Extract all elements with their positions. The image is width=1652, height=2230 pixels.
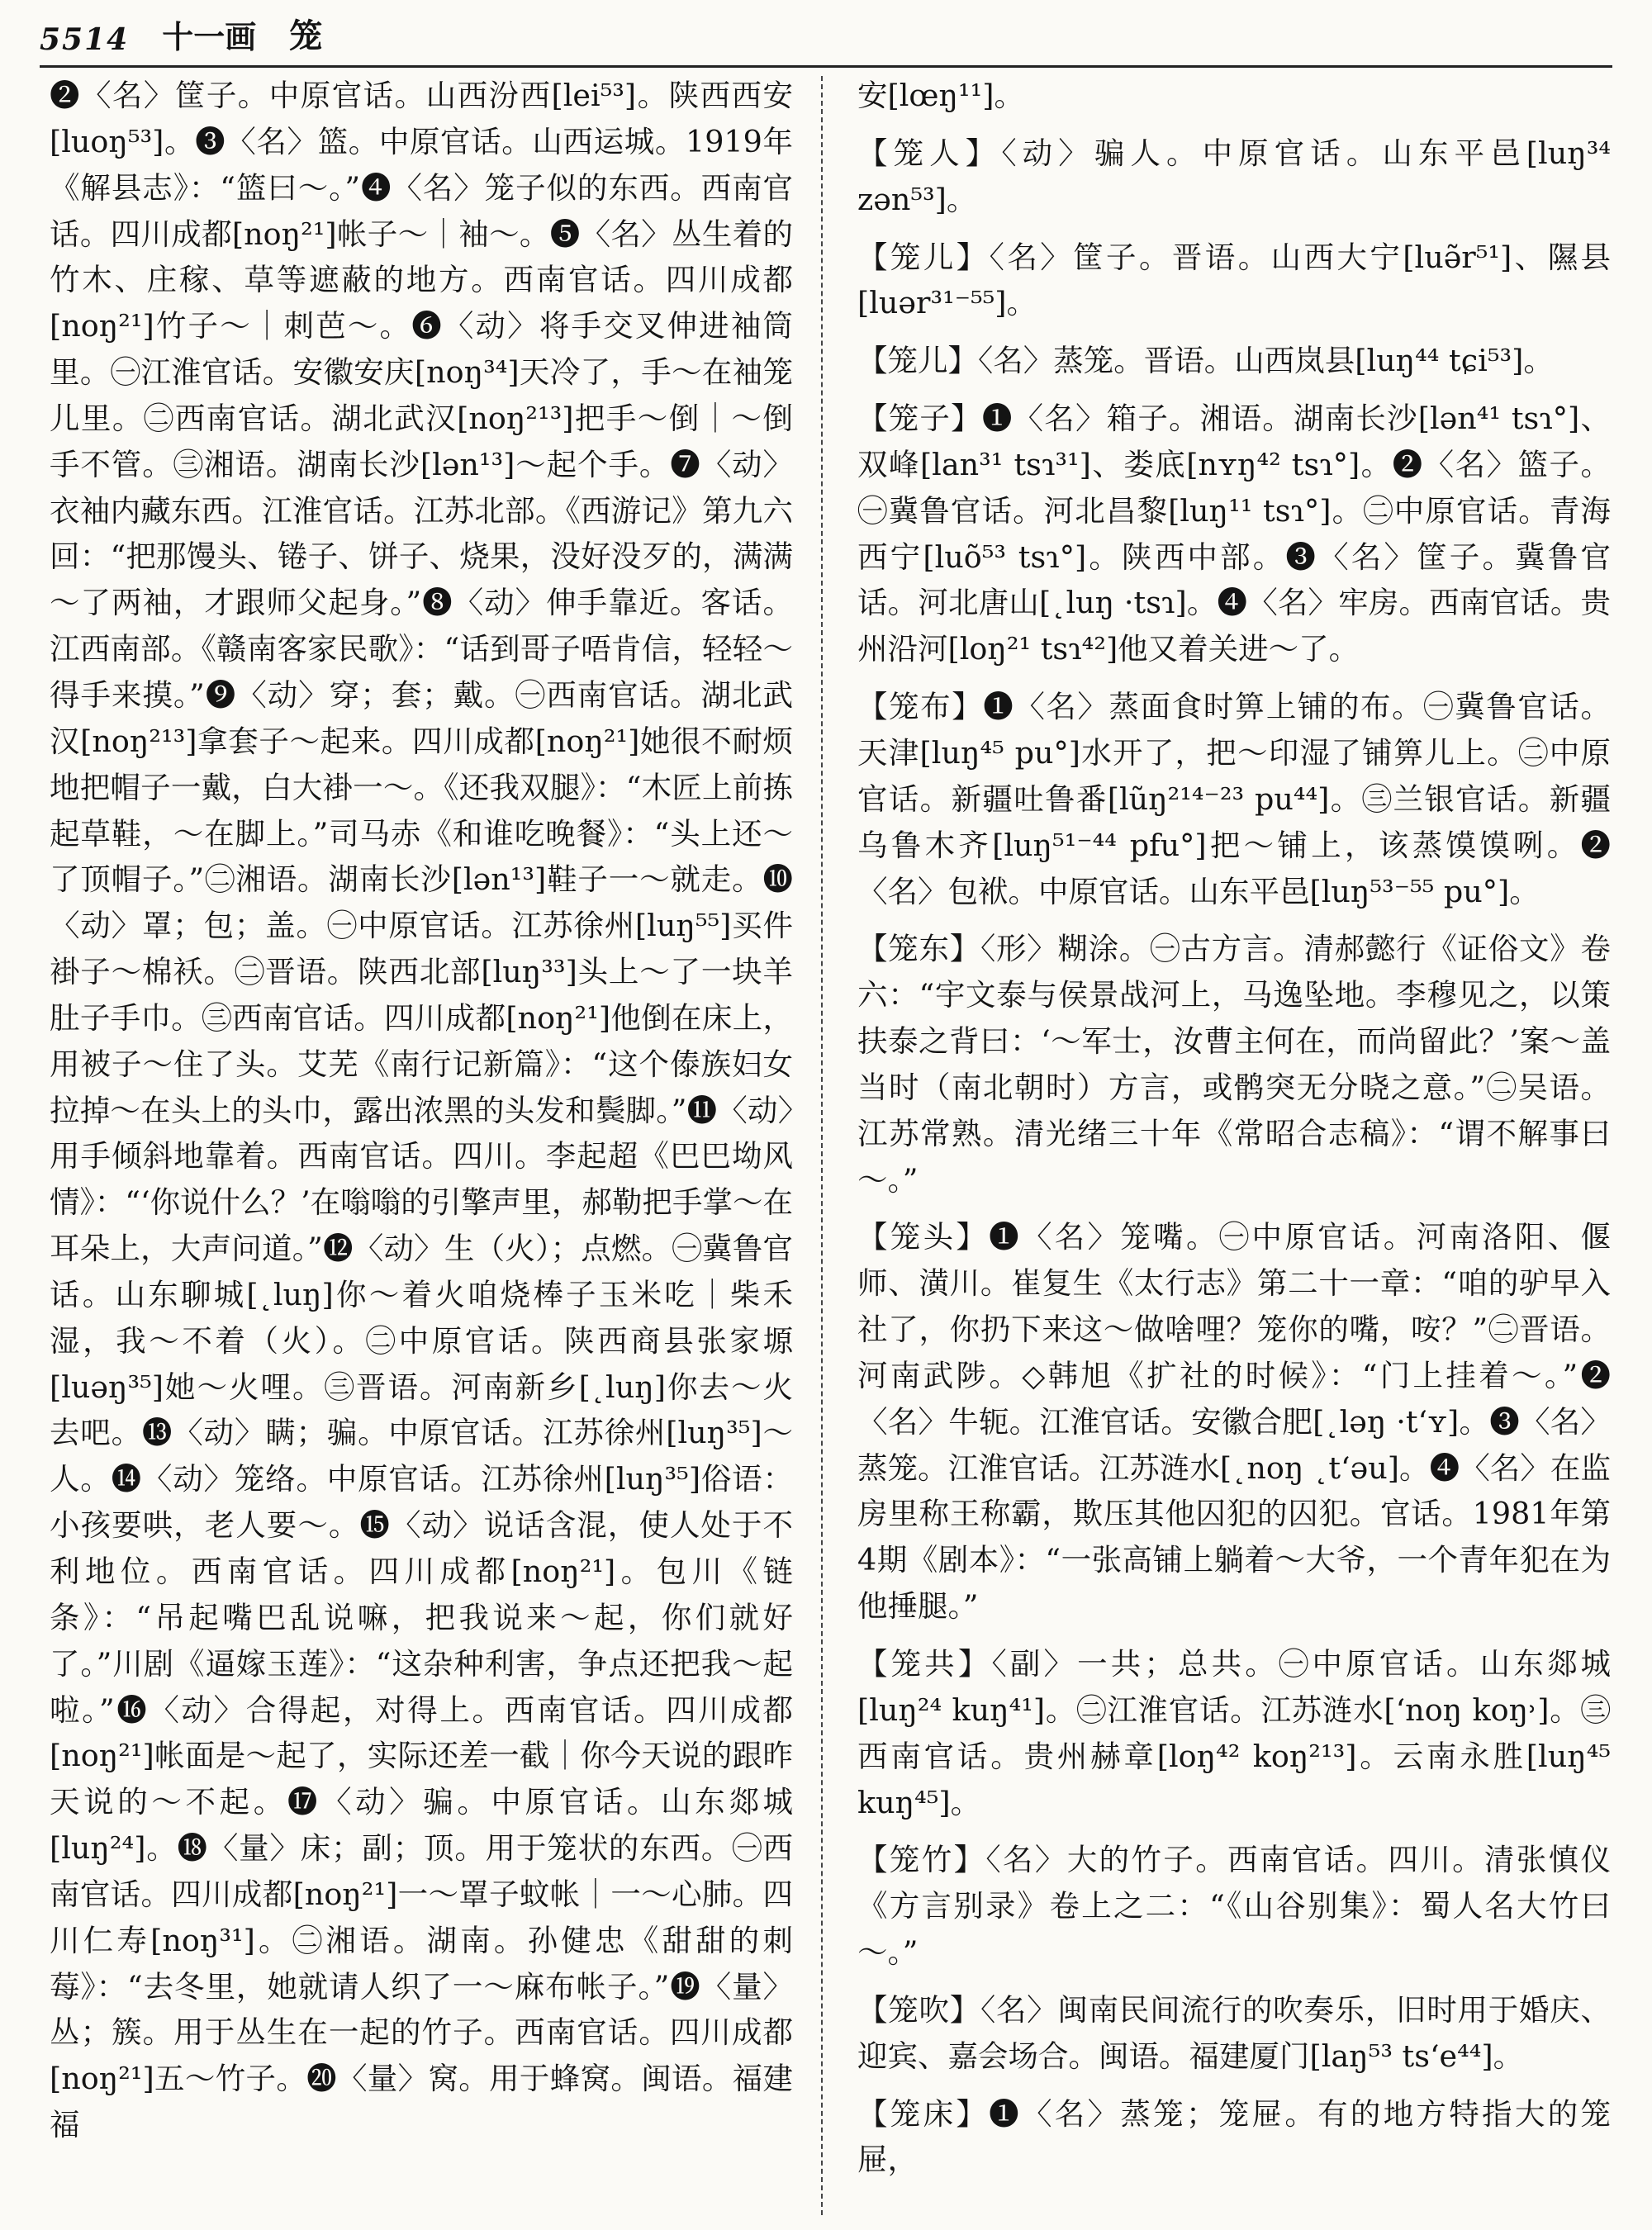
entry-long-ren: 【笼人】〈动〉骗人。中原官话。山东平邑[luŋ³⁴ zən⁵³]。 (857, 135, 1611, 217)
page-header (40, 10, 1612, 68)
entry-long-zi: 【笼子】❶〈名〉箱子。湘语。湖南长沙[lən⁴¹ tsɿ°]、双峰[lan³¹ tsɿ³¹]、娄底[nʏŋ⁴² tsɿ°]。❷〈名〉篮子。㊀冀鲁官话。河北昌黎[luŋ¹¹ tsɿ°]。㊁中原官话。青海西宁[luõ⁵³ tsɿ°]。陕西中部。❸〈名〉筐子。冀鲁官话。河北唐山[˛luŋ ·tsɿ]。❹〈名〉牢房。西南官话。贵州沿河[loŋ²¹ tsɿ⁴²]他又着关进～了。 (857, 401, 1611, 667)
entry-long-chuang: 【笼床】❶〈名〉蒸笼；笼屉。有的地方特指大的笼屉， (857, 2095, 1611, 2178)
entry-continuation: ❷〈名〉筐子。中原官话。山西汾西[lei⁵³]。陕西西安[luoŋ⁵³]。❸〈名〉篮。中原官话。山西运城。1919年《解县志》：“篮曰～。”❹〈名〉笼子似的东西。西南官话。四川成都[noŋ²¹]帐子～｜袖～。❺〈名〉丛生着的竹木、庄稼、草等遮蔽的地方。西南官话。四川成都[noŋ²¹]竹子～｜刺芭～。❻〈动〉将手交叉伸进袖筒里。㊀江淮官话。安徽安庆[noŋ³⁴]天冷了，手～在袖笼儿里。㊁西南官话。湖北武汉[noŋ²¹³]把手～倒｜～倒手不管。㊂湘语。湖南长沙[lən¹³]～起个手。❼〈动〉衣袖内藏东西。江淮官话。江苏北部。《西游记》第九六回：“把那馒头、锩子、饼子、烧果，没好没歹的，满满～了两袖，才跟师父起身。”❽〈动〉伸手靠近。客话。江西南部。《赣南客家民歌》：“话到哥子唔肯信，轻轻～得手来摸。”❾〈动〉穿；套；戴。㊀西南官话。湖北武汉[noŋ²¹³]拿套子～起来。四川成都[noŋ²¹]她很不耐烦地把帽子一戴，白大褂一～。《还我双腿》：“木匠上前拣起草鞋，～在脚上。”司马赤《和谁吃晚餐》：“头上还～了顶帽子。”㊁湘语。湖南长沙[lən¹³]鞋子一～就走。❿〈动〉罩；包；盖。㊀中原官话。江苏徐州[luŋ⁵⁵]买件褂子～棉袄。㊁晋语。陕西北部[luŋ³³]头上～了一块羊肚子手巾。㊂西南官话。四川成都[noŋ²¹]他倒在床上，用被子～住了头。艾芜《南行记新篇》：“这个傣族妇女拉掉～在头上的头巾，露出浓黑的头发和鬓脚。”⓫〈动〉用手倾斜地靠着。西南官话。四川。李起超《巴巴坳风情》：“‘你说什么？’在嗡嗡的引擎声里，郝勒把手掌～在耳朵上，大声问道。”⓬〈动〉生（火）；点燃。㊀冀鲁官话。山东聊城[˛luŋ]你～着火咱烧棒子玉米吃｜柴禾湿，我～不着（火）。㊁中原官话。陕西商县张家塬[luəŋ³⁵]她～火哩。㊂晋语。河南新乡[˛luŋ]你去～火去吧。⓭〈动〉瞒；骗。中原官话。江苏徐州[luŋ³⁵]～人。⓮〈动〉笼络。中原官话。江苏徐州[luŋ³⁵]俗语：小孩要哄，老人要～。⓯〈动〉说话含混，使人处于不利地位。西南官话。四川成都[noŋ²¹]。包川《链条》：“吊起嘴巴乱说嘛，把我说来～起，你们就好了。”川剧《逼嫁玉莲》：“这杂种利害，争点还把我～起啦。”⓰〈动〉合得起，对得上。西南官话。四川成都[noŋ²¹]帐面是～起了，实际还差一截｜你今天说的跟昨天说的～不起。⓱〈动〉骗。中原官话。山东郯城[luŋ²⁴]。⓲〈量〉床；副；顶。用于笼状的东西。㊀西南官话。四川成都[noŋ²¹]一～罩子蚊帐｜一～心肺。四川仁寿[noŋ³¹]。㊁湘语。湖南。孙健忠《甜甜的刺莓》：“去冬里，她就请人织了一～麻布帐子。”⓳〈量〉丛；簇。用于丛生在一起的竹子。西南官话。四川成都[noŋ²¹]五～竹子。⓴〈量〉窝。用于蜂窝。闽语。福建福 (50, 78, 793, 2143)
entry-long-bu: 【笼布】❶〈名〉蒸面食时箅上铺的布。㊀冀鲁官话。天津[luŋ⁴⁵ pu°]水开了，把～印湿了铺箅儿上。㊁中原官话。新疆吐鲁番[lũŋ²¹⁴⁻²³ pu⁴⁴]。㊂兰银官话。新疆乌鲁木齐[luŋ⁵¹⁻⁴⁴ pfu°]把～铺上，该蒸馍馍咧。❷〈名〉包袱。中原官话。山东平邑[luŋ⁵³⁻⁵⁵ pu°]。 (857, 689, 1611, 909)
entry-continuation: 安[lœŋ¹¹]。 (857, 78, 1025, 113)
entry-long-tou: 【笼头】❶〈名〉笼嘴。㊀中原官话。河南洛阳、偃师、潢川。崔复生《太行志》第二十一章：“咱的驴早入社了，你扔下来这～做啥哩？笼你的嘴，咹？”㊁晋语。河南武陟。◇韩旭《扩社的时候》：“门上挂着～。”❷〈名〉牛轭。江淮官话。安徽合肥[˛ləŋ ·tʻʏ]。❸〈名〉蒸笼。江淮官话。江苏涟水[˛noŋ ˛tʻəu]。❹〈名〉在监房里称王称霸，欺压其他囚犯的囚犯。官话。1981年第4期《剧本》：“一张高铺上躺着～大爷，一个青年犯在为他捶腿。” (857, 1219, 1611, 1625)
left-column (50, 73, 793, 2220)
stroke-section-label: 十一画 (162, 18, 257, 55)
entry-long-er-basket: 【笼儿】〈名〉筐子。晋语。山西大宁[luə̃r⁵¹]、隰县[luər³¹⁻⁵⁵]。 (857, 239, 1611, 321)
entry-long-zhu: 【笼竹】〈名〉大的竹子。西南官话。四川。清张慎仪《方言别录》卷上之二：“《山谷别集》：蜀人名大竹曰～。” (857, 1842, 1611, 1971)
entry-long-er-steamer: 【笼儿】〈名〉蒸笼。晋语。山西岚县[luŋ⁴⁴ tɕi⁵³]。 (857, 343, 1554, 379)
column-divider (821, 76, 823, 2215)
page-number: 5514 (40, 22, 130, 57)
entry-long-chui: 【笼吹】〈名〉闽南民间流行的吹奏乐，旧时用于婚庆、迎宾、嘉会场合。闽语。福建厦门[laŋ⁵³ tsʻe⁴⁴]。 (857, 1991, 1611, 2074)
entry-long-dong: 【笼东】〈形〉糊涂。㊀古方言。清郝懿行《证俗文》卷六：“宇文泰与侯景战河上，马逸坠地。李穆见之，以策扶泰之背曰：‘～军士，汝曹主何在，而尚留此？’案～盖当时（南北朝时）方言，或鹘突无分晓之意。”㊁吴语。江苏常熟。清光绪三十年《常昭合志稿》：“谓不解事曰～。” (857, 931, 1611, 1198)
right-column (857, 73, 1611, 2220)
header-character: 笼 (289, 17, 323, 55)
entry-long-gong: 【笼共】〈副〉一共；总共。㊀中原官话。山东郯城[luŋ²⁴ kuŋ⁴¹]。㊁江淮官话。江苏涟水[ʻnoŋ koŋ˒]。㊂西南官话。贵州赫章[loŋ⁴² koŋ²¹³]。云南永胜[luŋ⁴⁵ kuŋ⁴⁵]。 (857, 1646, 1611, 1820)
